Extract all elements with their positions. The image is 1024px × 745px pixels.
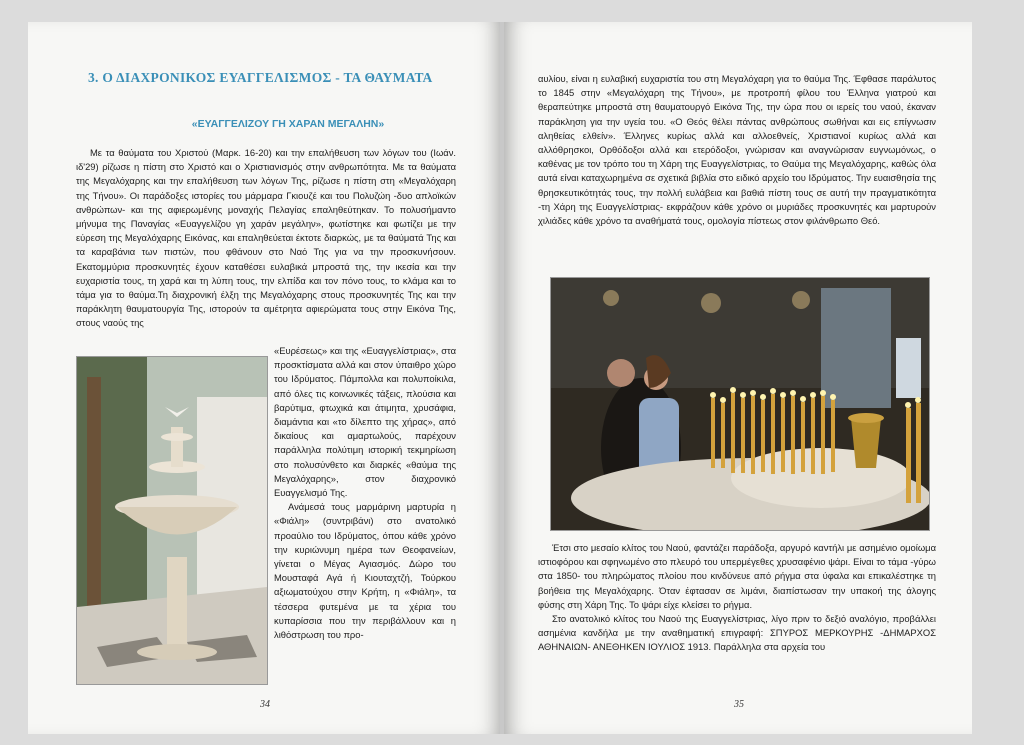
candles-photo <box>550 277 930 531</box>
left-wrap-text <box>274 344 456 642</box>
candles-illustration <box>551 278 929 530</box>
fountain-illustration <box>77 357 267 684</box>
wrap-paragraph-2: Ανάμεσά τους μαρμάρινη μαρτυρία η «Φιάλη» (συντριβάνι) στο ανατολικό προαύλιο του Ιδρύματος, όπου κάθε χρόνο την κυριώνυμη ημέρα των Θεοφανείων, γίνεται ο Μέγας Αγιασμός. Δώρο του Μουσταφά Αγά ή Κιουταχτζή, Τούρκου αξιωματούχου στην Κρήτη, η «Φιάλη», τα τέσσερα φυτεμένα με τα χέρια του κυπαρίσσια που την περιβάλλουν και η λιθόστρωση του προ- <box>274 501 456 641</box>
section-title: «ΕΥΑΓΓΕΛΙΖΟΥ ΓΗ ΧΑΡΑΝ ΜΕΓΑΛΗΝ» <box>191 118 385 130</box>
right-bottom-text <box>538 541 936 655</box>
chapter-title: 3. Ο ΔΙΑΧΡΟΝΙΚΟΣ ΕΥΑΓΓΕΛΙΣΜΟΣ - ΤΑ ΘΑΥΜΑΤΑ <box>88 70 433 85</box>
right-page <box>504 22 972 734</box>
right-paragraph-1: αυλίου, είναι η ευλαβική ευχαριστία του στη Μεγαλόχαρη για το θαύμα Της. Έφθασε παράλυτος το 1845 στην «Μεγαλόχαρη της Τήνου», με προτροπή φίλου του Έλληνα γιατρού και θεραπεύτηκε μπροστά στη θαυματουργό Εικόνα Της, την ώρα που οι ιερείς του ναού, έκαναν παράκληση για την υγεία του. «Ο Θεός θέλει πάντας ανθρώπους σωθήναι και εις επίγνωσιν αληθείας ελθείν». Έλληνες κυρίως αλλά και αλλοεθνείς, Χριστιανοί κυρίως αλλά και αλλόθρησκοι, Ορθόδοξοι αλλά και ετερόδοξοι, γνώρισαν και αναγνώρισαν ευγνωμόνως, ο καθένας με τον τρόπο του τη Χάρη της Ευαγγελίστριας, το Θαύμα της Μεγαλόχαρης, καθώς όλα αυτά είναι καταχωρημένα σε σχετικά βιβλία στο ειδικό αρχείο του Ιδρύματος. Την ευαισθησία της θρησκευτικότητάς τους, την πολλή ευλάβεια και βαθιά πίστη τους σε αυτή την πραγματικότητα -τη Χάρη της Ευαγγελίστριας- εκφράζουν κάθε χρόνο οι μυριάδες προσκυνητές και μαρτυρούν χιλιάδες κάθε χρόνο τα αναθήματά τους, ομολογία πίστεως στον φιλάνθρωπο Θεό. <box>538 73 936 227</box>
left-page <box>28 22 502 734</box>
page-number-right: 35 <box>734 699 744 710</box>
wrap-paragraph-1: «Ευρέσεως» και της «Ευαγγελίστριας», στα προσκτίσματα αλλά και στον ύπαιθρο χώρο του Ιδρύματος. Πάμπολλα και πολυποίκιλα, από όλες τις κοινωνικές τάξεις, πλούσια και βαρύτιμα, φτωχικά και άτιμητα, χρυσάφια, διαμάντια και «το δίλεπτο της χήρας», από δικαίους και αμαρτωλούς, παρέχουν παράλληλα πολύτιμη ιστορική τεκμηρίωση στο πολυσύνθετο και διαρκές «θαύμα της Μεγαλόχαρης», στον διαχρονικό Ευαγγελισμό Της. <box>274 345 456 499</box>
right-paragraph-3: Στο ανατολικό κλίτος του Ναού της Ευαγγελίστριας, λίγο πριν το δεξιό αναλόγιο, προβάλλει ασημένια κανδήλα με την αναθηματική επιγραφή: ΣΠΥΡΟΣ ΜΕΡΚΟΥΡΗΣ -ΔΗΜΑΡΧΟΣ ΑΘΗΝΑΙΩΝ- ΑΝΕΘΗΚΕΝ ΙΟΥΛΙΟΣ 1913. Παράλληλα στα αρχεία του <box>538 613 936 653</box>
page-number-left: 34 <box>260 699 270 710</box>
right-paragraph-2: Έτσι στο μεσαίο κλίτος του Ναού, φαντάζει παράδοξα, αργυρό καντήλι με ασημένιο ομοίωμα ιστιοφόρου και σφηνωμένο στο πλευρό του υπερμέγεθες χρυσαφένιο ψάρι. Είναι το τάμα -γύρω στα 1850- του πληρώματος πλοίου που κινδύνευε από ρήγμα στα ύφαλα και επικαλέστηκε τη βοήθεια της Μεγαλόχαρης. Όταν έφτασαν σε λιμάνι, διαπίστωσαν την υπακοή της άλογης φύσης στη Χάρη Της. Το ψάρι είχε κλείσει το ρήγμα. <box>538 542 936 610</box>
left-body-text <box>76 146 456 331</box>
left-paragraph: Με τα θαύματα του Χριστού (Μαρκ. 16-20) και την επαλήθευση των λόγων του (Ιωάν. ιδ'29) ρίζωσε η πίστη στο Χριστό και ο Χριστιανισμός στην ανθρωπότητα. Με τα θαύματα της Μεγαλόχαρης και την επαλήθευση των λόγων Της, ρίζωσε η πίστη στη «Μεγαλόχαρη της Τήνου». Οι παράδοξες ιστορίες του μάρμαρα Γκιουζέ και του Πολυζώη -δυο απλοϊκών ανθρώπων- και της αφιερωμένης μοναχής Πελαγίας επαληθεύτηκαν. Το πολυσήμαντο μήνυμα της Παναγίας «Ευαγγελίζου γη χαράν μεγάλην», φωτίστηκε και φωτίζει με την εύρεση της Μεγαλόχαρης Εικόνας, και επαληθεύεται έκτοτε διαρκώς, με τα θαύματά Της και τα καραβάνια των πιστών, που φθάνουν στο Ναό Της για να την προσκυνήσουν. Εκατομμύρια προσκυνητές έχουν καταθέσει ευλαβικά μπροστά της, την ικεσία και την ευχαριστία τους, τη χαρά και τη λύπη τους, την ελπίδα και τον πόνο τους, το κλάμα και το τάμα για το θαύμα.Τη διαχρονική έλξη της Μεγαλόχαρης στους προσκυνητές Της και την παράκλητη θαυματουργία Της, ιστορούν τα αμέτρητα αφιερώματα τους στην Εικόνα Της, στους ναούς της <box>76 147 456 329</box>
right-top-text <box>538 72 936 228</box>
fountain-photo <box>76 356 268 685</box>
